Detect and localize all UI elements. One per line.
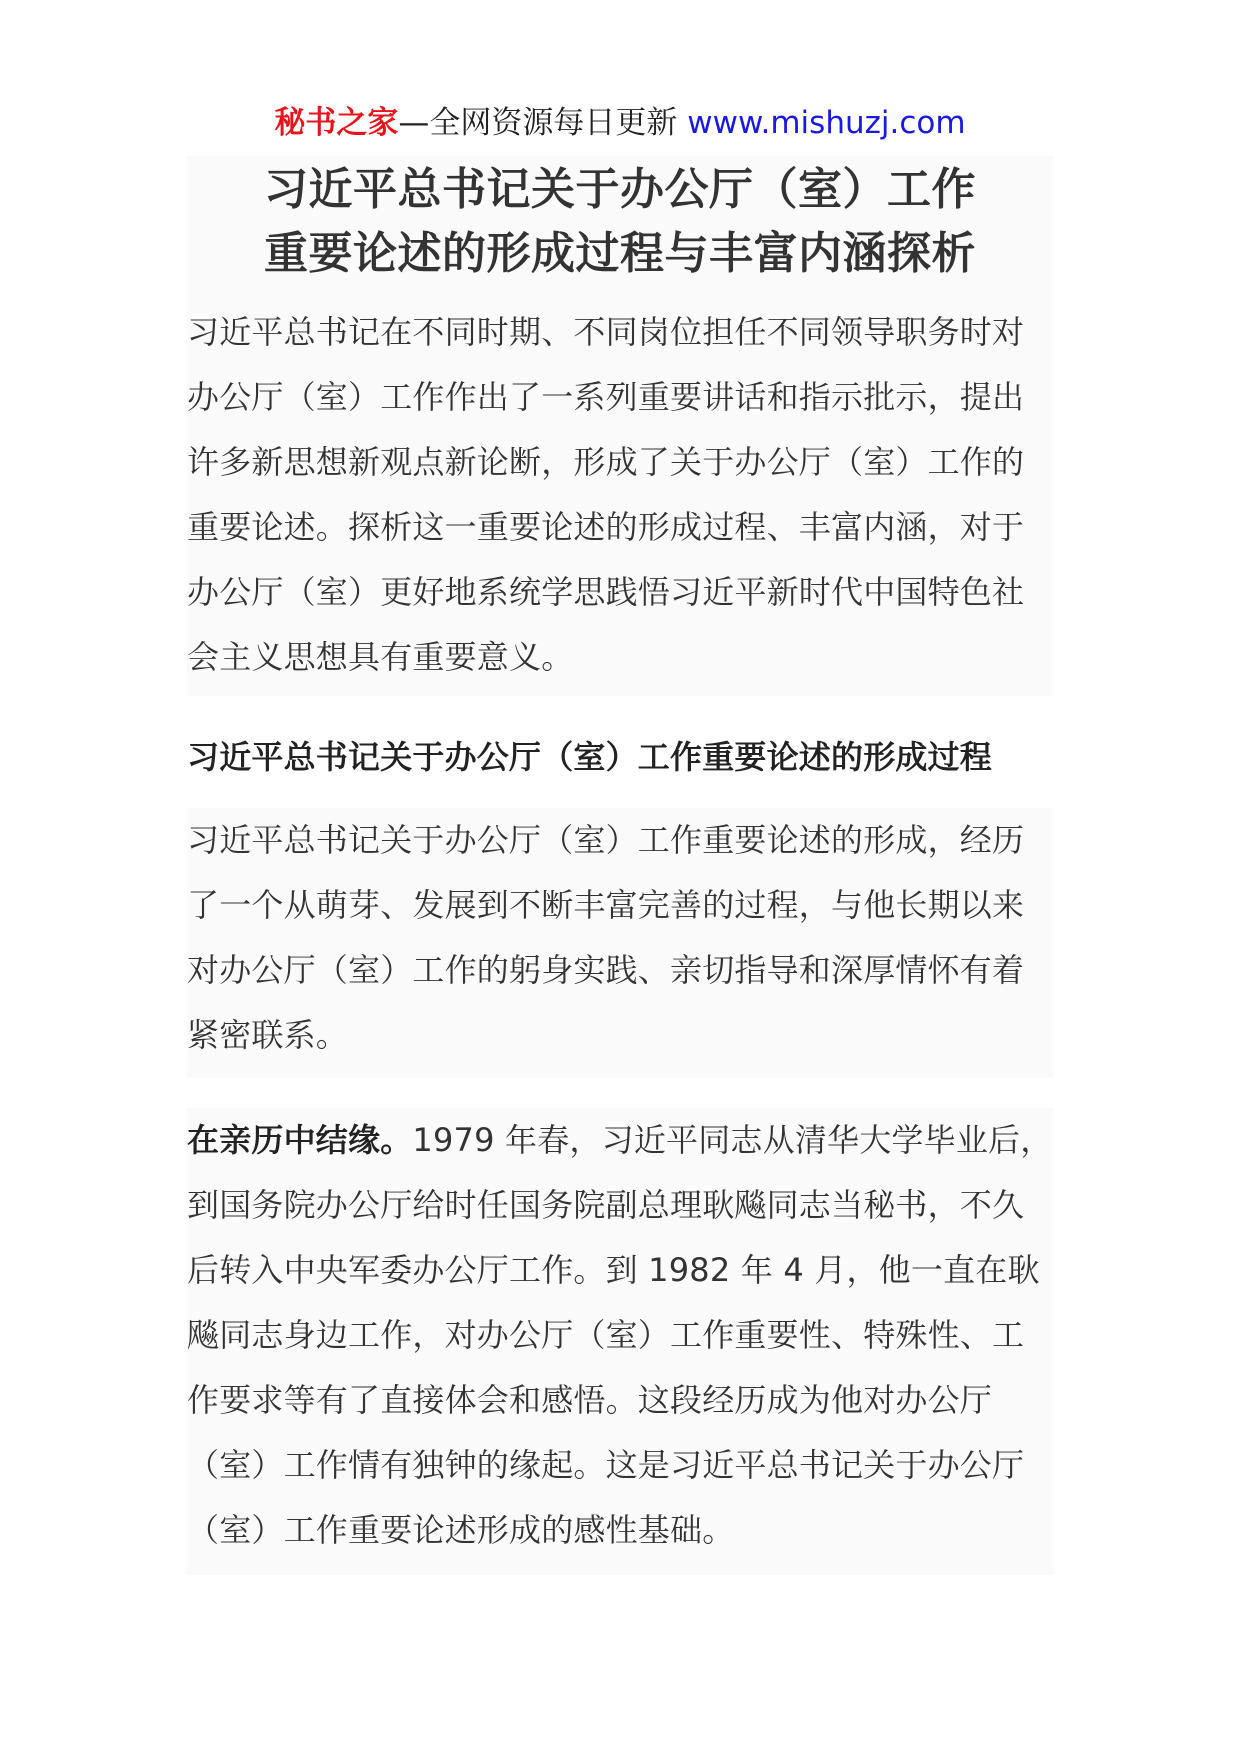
article-intro-block	[187, 156, 1053, 696]
site-url-link[interactable]: www.mishuzj.com	[687, 105, 966, 141]
article-title-line-1: 习近平总书记关于办公厅（室）工作	[264, 164, 976, 215]
site-banner	[0, 100, 1240, 146]
subsection-body: 1979 年春，习近平同志从清华大学毕业后，到国务院办公厅给时任国务院副总理耿飚同志当秘书，不久后转入中央军委办公厅工作。到 1982 年 4 月，他一直在耿飚同志身边工作，对办公厅（室）工作重要性、特殊性、工作要求等有了直接体会和感悟。这段经历成为他对办公厅（室）工作情有独钟的缘起。这是习近平总书记关于办公厅（室）工作重要论述形成的感性基础。	[187, 1121, 1053, 1549]
site-slogan: —全网资源每日更新	[398, 105, 688, 141]
section-paragraph: 习近平总书记关于办公厅（室）工作重要论述的形成，经历了一个从萌芽、发展到不断丰富完善的过程，与他长期以来对办公厅（室）工作的躬身实践、亲切指导和深厚情怀有着紧密联系。	[187, 808, 1053, 1078]
article-title-line-2: 重要论述的形成过程与丰富内涵探析	[264, 228, 976, 279]
article-body	[187, 156, 1053, 1575]
subsection-lead: 在亲历中结缘。	[187, 1121, 413, 1159]
intro-paragraph: 习近平总书记在不同时期、不同岗位担任不同领导职务时对办公厅（室）工作作出了一系列重要讲话和指示批示，提出许多新思想新观点新论断，形成了关于办公厅（室）工作的重要论述。探析这一重要论述的形成过程、丰富内涵，对于办公厅（室）更好地系统学思践悟习近平新时代中国特色社会主义思想具有重要意义。	[187, 313, 1025, 676]
section-heading: 习近平总书记关于办公厅（室）工作重要论述的形成过程	[187, 738, 993, 776]
article-title	[187, 156, 1053, 300]
subsection-paragraph	[187, 1108, 1053, 1575]
site-brand: 秘书之家	[274, 105, 399, 141]
